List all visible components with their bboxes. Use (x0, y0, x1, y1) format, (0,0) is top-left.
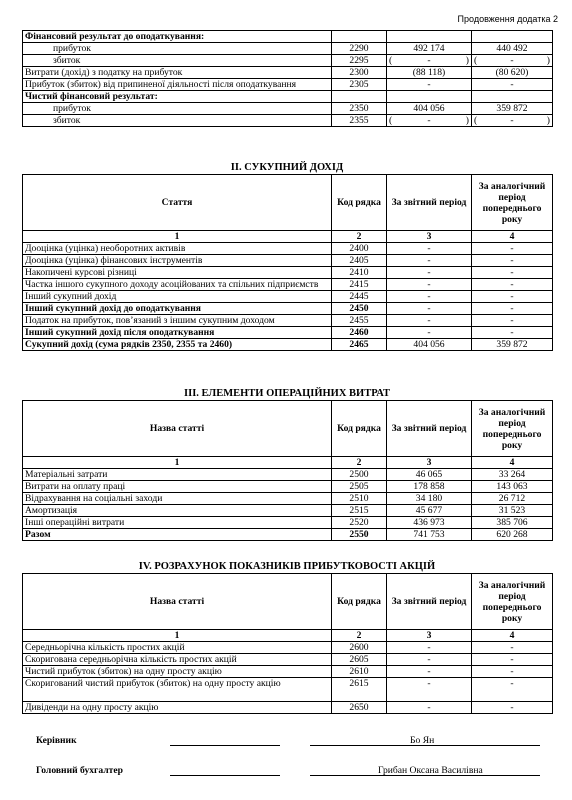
row-previous-value: 440 492 (472, 43, 553, 55)
row-code: 2520 (332, 517, 387, 529)
row-code: 2505 (332, 481, 387, 493)
row-label: збиток (23, 55, 332, 67)
row-current-value: - (387, 255, 472, 267)
row-label: Інший сукупний дохід після оподаткування (23, 327, 332, 339)
row-current-value: 492 174 (387, 43, 472, 55)
row-current-value: ( - ) (387, 115, 472, 127)
column-number: 2 (332, 457, 387, 469)
row-label: Частка іншого сукупного доходу асоційованих та спільних підприємств (23, 279, 332, 291)
row-previous-value: - (472, 642, 553, 654)
row-previous-value (472, 91, 553, 103)
table-row (23, 103, 553, 115)
row-code: 2465 (332, 339, 387, 351)
table-row (23, 493, 553, 505)
header-previous-period: За аналогічний період попереднього року (472, 574, 553, 630)
row-previous-value: 359 872 (472, 103, 553, 115)
column-number: 3 (387, 630, 472, 642)
director-name: Бо Ян (410, 735, 435, 746)
column-number: 3 (387, 231, 472, 243)
table-row (23, 517, 553, 529)
column-number: 4 (472, 231, 553, 243)
column-number: 4 (472, 630, 553, 642)
row-current-value: - (387, 702, 472, 714)
table-row (23, 91, 553, 103)
row-previous-value: - (472, 243, 553, 255)
column-number: 2 (332, 231, 387, 243)
row-code: 2550 (332, 529, 387, 541)
table-row (23, 505, 553, 517)
row-current-value: 404 056 (387, 339, 472, 351)
row-code: 2515 (332, 505, 387, 517)
row-previous-value: ( - ) (472, 55, 553, 67)
row-label: прибуток (23, 43, 332, 55)
row-current-value: 178 858 (387, 481, 472, 493)
row-previous-value: 620 268 (472, 529, 553, 541)
table-row (23, 255, 553, 267)
table-row (23, 115, 553, 127)
row-label: Дивіденди на одну просту акцію (23, 702, 332, 714)
table-row (23, 702, 553, 714)
row-current-value: - (387, 315, 472, 327)
row-previous-value: 143 063 (472, 481, 553, 493)
row-code: 2510 (332, 493, 387, 505)
row-code: 2600 (332, 642, 387, 654)
table-row (23, 678, 553, 702)
row-code: 2610 (332, 666, 387, 678)
row-label: Чистий фінансовий результат: (23, 91, 332, 103)
header-code: Код рядка (332, 574, 387, 630)
row-label: збиток (23, 115, 332, 127)
row-previous-value: - (472, 79, 553, 91)
row-current-value: 404 056 (387, 103, 472, 115)
accountant-signature-line (170, 775, 280, 776)
row-current-value: - (387, 303, 472, 315)
table-row (23, 303, 553, 315)
row-code: 2350 (332, 103, 387, 115)
row-current-value: - (387, 642, 472, 654)
header-name: Назва статті (23, 574, 332, 630)
row-previous-value: - (472, 315, 553, 327)
table-row (23, 43, 553, 55)
row-code: 2295 (332, 55, 387, 67)
row-current-value: - (387, 291, 472, 303)
row-label: Середньорічна кількість простих акцій (23, 642, 332, 654)
header-previous-period: За аналогічний період попереднього року (472, 175, 553, 231)
row-current-value: - (387, 654, 472, 666)
row-code: 2605 (332, 654, 387, 666)
table-header-row (23, 401, 553, 457)
header-current-period: За звітний період (387, 175, 472, 231)
row-code (332, 31, 387, 43)
header-name: Назва статті (23, 401, 332, 457)
table-row (23, 642, 553, 654)
row-code: 2455 (332, 315, 387, 327)
table-row (23, 654, 553, 666)
row-label: Податок на прибуток, пов’язаний з іншим сукупним доходом (23, 315, 332, 327)
row-current-value: 45 677 (387, 505, 472, 517)
row-previous-value: 33 264 (472, 469, 553, 481)
row-label: Інший сукупний дохід (23, 291, 332, 303)
row-label: Скоригована середньорічна кількість простих акцій (23, 654, 332, 666)
row-current-value: - (387, 327, 472, 339)
chief-accountant-label: Головний бухгалтер (36, 765, 123, 776)
column-number-row (23, 630, 553, 642)
row-current-value: - (387, 243, 472, 255)
row-label: Прибуток (збиток) від припиненої діяльності після оподаткування (23, 79, 332, 91)
row-code: 2410 (332, 267, 387, 279)
row-current-value: - (387, 279, 472, 291)
continuation-note: Продовження додатка 2 (457, 14, 558, 24)
row-previous-value: - (472, 654, 553, 666)
row-label: Дооцінка (уцінка) необоротних активів (23, 243, 332, 255)
table-row (23, 315, 553, 327)
row-label: Фінансовий результат до оподаткування: (23, 31, 332, 43)
row-current-value: 741 753 (387, 529, 472, 541)
row-label: Інші операційні витрати (23, 517, 332, 529)
row-current-value: - (387, 79, 472, 91)
row-label: Відрахування на соціальні заходи (23, 493, 332, 505)
row-previous-value: 359 872 (472, 339, 553, 351)
row-code: 2405 (332, 255, 387, 267)
row-label: Інший сукупний дохід до оподаткування (23, 303, 332, 315)
row-label: Сукупний дохід (сума рядків 2350, 2355 та 2460) (23, 339, 332, 351)
row-current-value: 34 180 (387, 493, 472, 505)
row-current-value: - (387, 666, 472, 678)
row-label: Разом (23, 529, 332, 541)
column-number-row (23, 231, 553, 243)
row-label: Чистий прибуток (збиток) на одну просту акцію (23, 666, 332, 678)
row-current-value: (88 118) (387, 67, 472, 79)
table-row (23, 243, 553, 255)
row-code: 2400 (332, 243, 387, 255)
row-code: 2445 (332, 291, 387, 303)
row-code: 2615 (332, 678, 387, 702)
row-current-value: 436 973 (387, 517, 472, 529)
column-number: 1 (23, 630, 332, 642)
table-row (23, 267, 553, 279)
column-number: 3 (387, 457, 472, 469)
row-code: 2450 (332, 303, 387, 315)
table-row (23, 67, 553, 79)
row-code: 2500 (332, 469, 387, 481)
row-previous-value: 26 712 (472, 493, 553, 505)
table-row (23, 31, 553, 43)
table-row (23, 55, 553, 67)
row-previous-value (472, 31, 553, 43)
row-label: Дооцінка (уцінка) фінансових інструментів (23, 255, 332, 267)
row-current-value: - (387, 678, 472, 702)
row-previous-value: - (472, 666, 553, 678)
header-current-period: За звітний період (387, 401, 472, 457)
row-code: 2290 (332, 43, 387, 55)
table-row (23, 79, 553, 91)
comprehensive-income-table (22, 174, 553, 351)
row-current-value (387, 31, 472, 43)
section-2-title: II. СУКУПНИЙ ДОХІД (230, 162, 344, 173)
director-signature-line (170, 745, 280, 746)
table-row (23, 291, 553, 303)
table-row (23, 327, 553, 339)
column-number: 1 (23, 457, 332, 469)
row-label: Витрати на оплату праці (23, 481, 332, 493)
row-previous-value: - (472, 267, 553, 279)
header-previous-period: За аналогічний період попереднього року (472, 401, 553, 457)
row-label: Скоригований чистий прибуток (збиток) на одну просту акцію (23, 678, 332, 702)
row-current-value: ( - ) (387, 55, 472, 67)
row-previous-value: - (472, 702, 553, 714)
row-previous-value: - (472, 327, 553, 339)
column-number-row (23, 457, 553, 469)
column-number: 2 (332, 630, 387, 642)
row-label: Матеріальні затрати (23, 469, 332, 481)
row-label: Витрати (дохід) з податку на прибуток (23, 67, 332, 79)
row-code (332, 91, 387, 103)
header-current-period: За звітний період (387, 574, 472, 630)
row-code: 2300 (332, 67, 387, 79)
row-label: Амортизація (23, 505, 332, 517)
financial-result-table (22, 30, 553, 127)
row-code: 2650 (332, 702, 387, 714)
row-code: 2305 (332, 79, 387, 91)
row-current-value: - (387, 267, 472, 279)
row-previous-value: - (472, 678, 553, 702)
row-previous-value: - (472, 279, 553, 291)
column-number: 1 (23, 231, 332, 243)
table-header-row (23, 175, 553, 231)
row-previous-value: - (472, 291, 553, 303)
row-previous-value: 31 523 (472, 505, 553, 517)
director-label: Керівник (36, 735, 77, 746)
row-code: 2415 (332, 279, 387, 291)
row-code: 2355 (332, 115, 387, 127)
chief-accountant-name: Грибан Оксана Василівна (378, 765, 483, 776)
row-current-value (387, 91, 472, 103)
table-row (23, 469, 553, 481)
table-row (23, 529, 553, 541)
header-code: Код рядка (332, 401, 387, 457)
operating-expenses-table (22, 400, 553, 541)
table-header-row (23, 574, 553, 630)
row-code: 2460 (332, 327, 387, 339)
header-name: Стаття (23, 175, 332, 231)
header-code: Код рядка (332, 175, 387, 231)
section-4-title: IV. РОЗРАХУНОК ПОКАЗНИКІВ ПРИБУТКОВОСТІ АКЦІЙ (138, 561, 436, 572)
section-3-title: III. ЕЛЕМЕНТИ ОПЕРАЦІЙНИХ ВИТРАТ (184, 388, 390, 399)
row-label: прибуток (23, 103, 332, 115)
table-row (23, 339, 553, 351)
table-row (23, 666, 553, 678)
row-previous-value: 385 706 (472, 517, 553, 529)
table-row (23, 481, 553, 493)
table-row (23, 279, 553, 291)
row-previous-value: ( - ) (472, 115, 553, 127)
row-previous-value: - (472, 255, 553, 267)
column-number: 4 (472, 457, 553, 469)
row-previous-value: (80 620) (472, 67, 553, 79)
share-profitability-table (22, 573, 553, 714)
row-label: Накопичені курсові різниці (23, 267, 332, 279)
row-previous-value: - (472, 303, 553, 315)
row-current-value: 46 065 (387, 469, 472, 481)
